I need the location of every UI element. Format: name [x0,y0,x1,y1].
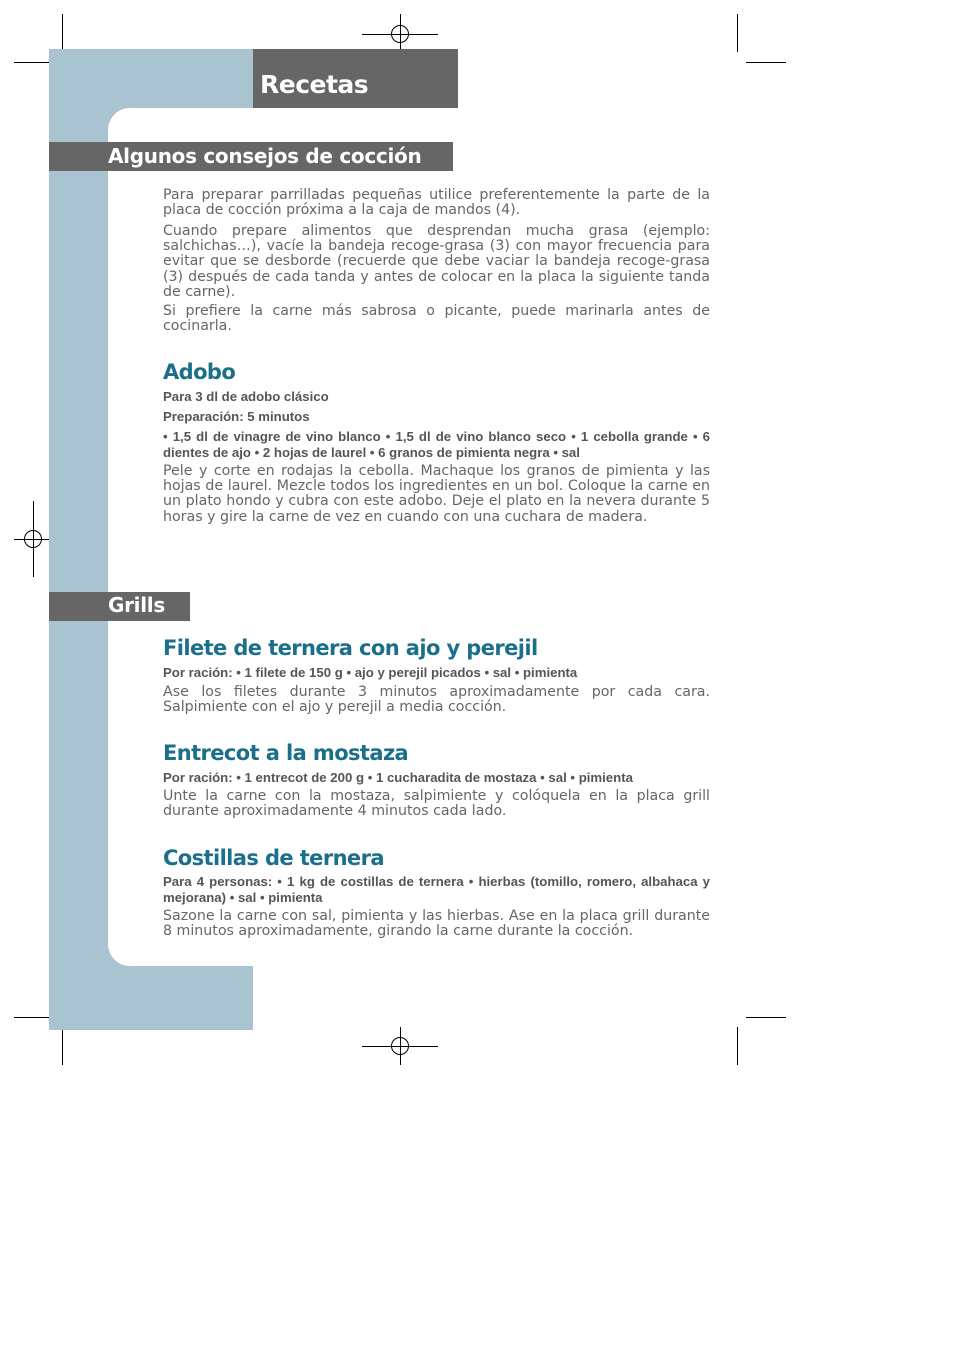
adobo-yield: Para 3 dl de adobo clásico [163,389,329,404]
adobo-prep-time: Preparación: 5 minutos [163,409,310,424]
consejos-paragraph-3: Si prefiere la carne más sabrosa o picante, puede marinarla antes de cocinarla. [163,303,710,335]
recipe-method-entrecot: Unte la carne con la mostaza, salpimiente y colóquela en la placa grill durante aproximadamente 4 minutos cada lado. [163,788,710,820]
adobo-ingredients: • 1,5 dl de vinagre de vino blanco • 1,5 dl de vino blanco seco • 1 cebolla grande • 6 dientes de ajo • 2 hojas de laurel • 6 granos de pimienta negra • sal [163,429,710,460]
recipe-method-costillas: Sazone la carne con sal, pimienta y las hierbas. Ase en la placa grill durante 8 minutos aproximadamente, girando la carne durante la cocción. [163,908,710,940]
section-title-grills: Grills [108,593,165,617]
recipe-title-entrecot: Entrecot a la mostaza [163,741,409,765]
page-title: Recetas [260,70,369,99]
recipe-method-filete: Ase los filetes durante 3 minutos aproximadamente por cada cara. Salpimiente con el ajo y perejil a media cocción. [163,684,710,716]
consejos-paragraph-1: Para preparar parrilladas pequeñas utilice preferentemente la parte de la placa de cocción próxima a la caja de mandos (4). [163,187,710,219]
consejos-paragraph-2: Cuando prepare alimentos que desprendan mucha grasa (ejemplo: salchichas…), vacíe la bandeja recoge-grasa (3) con mayor frecuencia para evitar que se desborde (recuerde que debe vaciar la bandeja recoge-grasa (3) después de cada tanda y antes de colocar en la placa la siguiente tanda de carne). [163,223,710,300]
recipe-title-costillas: Costillas de ternera [163,846,384,870]
recipe-ingredients-filete: Por ración: • 1 filete de 150 g • ajo y perejil picados • sal • pimienta [163,665,578,680]
recipe-ingredients-entrecot: Por ración: • 1 entrecot de 200 g • 1 cucharadita de mostaza • sal • pimienta [163,770,633,785]
recipe-title-filete: Filete de ternera con ajo y perejil [163,636,538,660]
recipe-title-adobo: Adobo [163,360,236,384]
adobo-method: Pele y corte en rodajas la cebolla. Machaque los granos de pimienta y las hojas de laurel. Mezcle todos los ingredientes en un bol. Coloque la carne en un plato hondo y cubra con este adobo. Deje el plato en la nevera durante 5 horas y gire la carne de vez en cuando con una cuchara de madera. [163,463,710,525]
section-title-consejos: Algunos consejos de cocción [108,144,422,168]
recipe-ingredients-costillas: Para 4 personas: • 1 kg de costillas de ternera • hierbas (tomillo, romero, albahaca y mejorana) • sal • pimienta [163,874,710,905]
